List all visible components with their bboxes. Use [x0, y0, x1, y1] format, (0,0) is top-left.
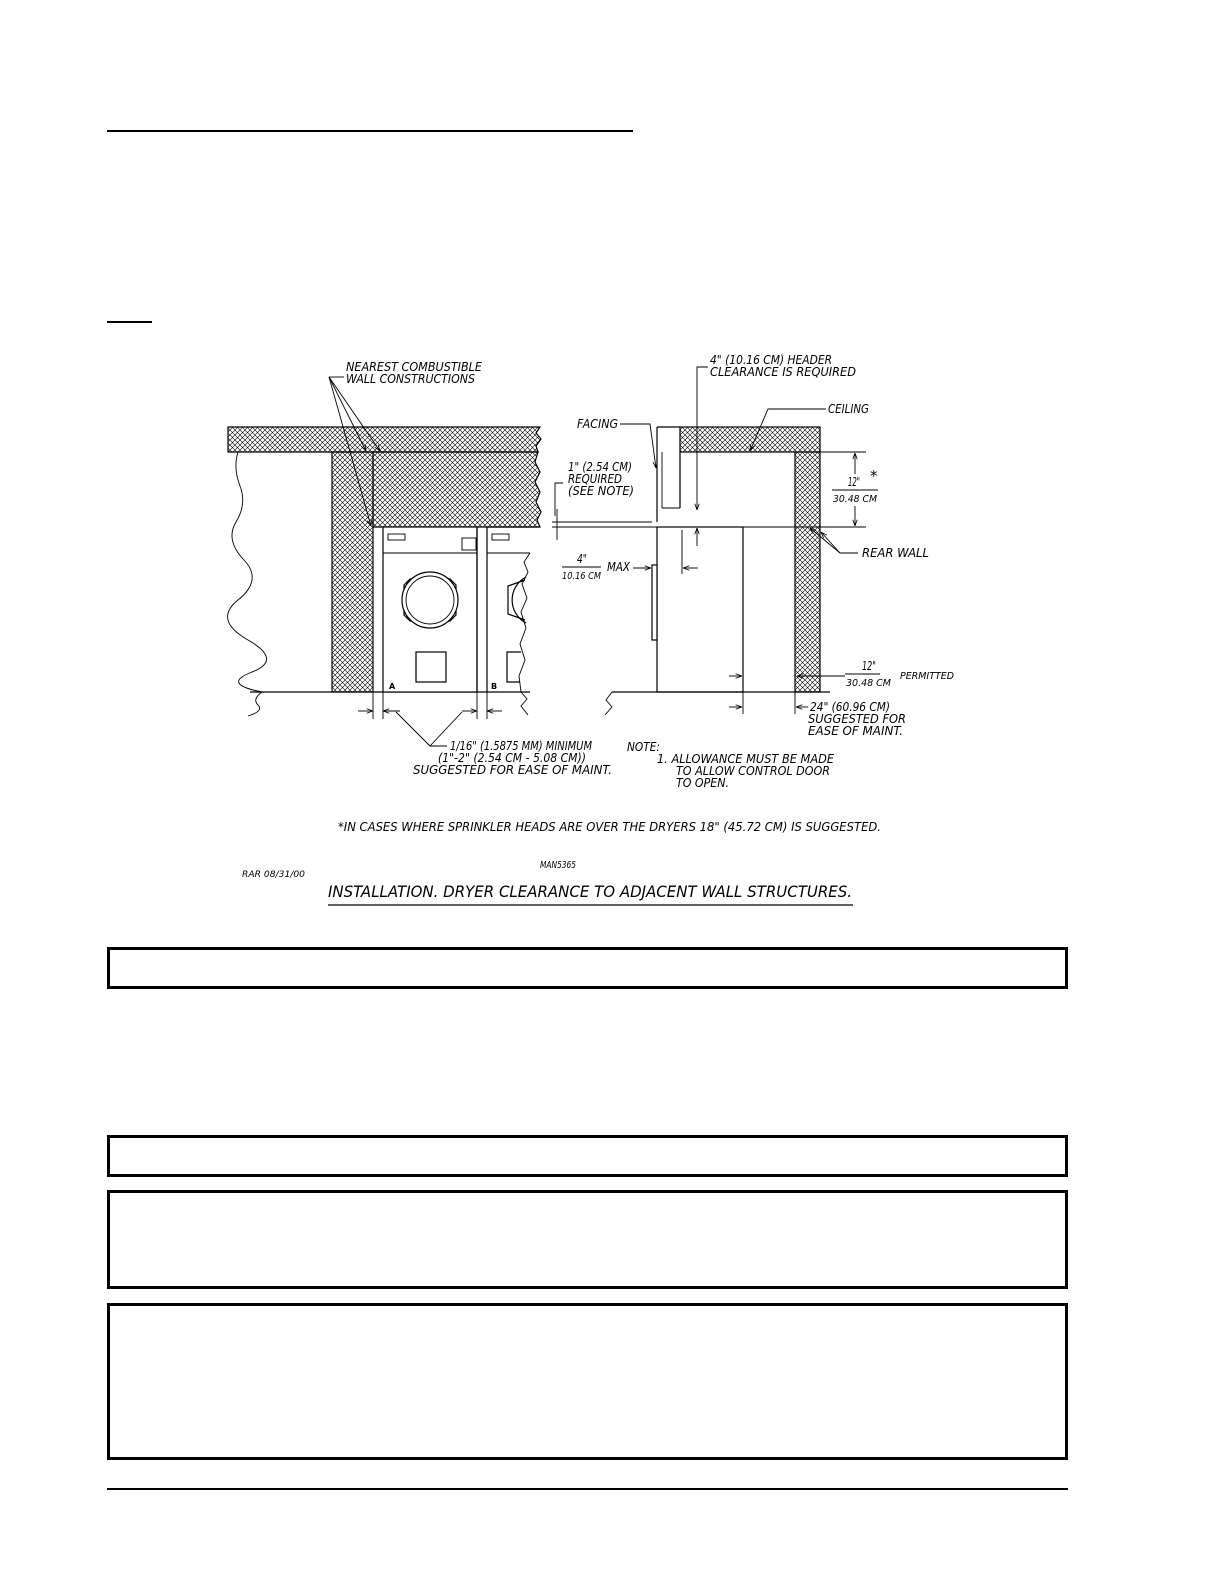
drawing-title: INSTALLATION. DRYER CLEARANCE TO ADJACENT WALL STRUCTURES.: [328, 882, 852, 901]
facing-label: FACING: [577, 417, 618, 431]
rear-suggested-line1: 24" (60.96 CM): [810, 700, 890, 714]
side-floor-break: [605, 692, 612, 715]
top-clearance-mark: *: [870, 467, 878, 485]
side-gap-line2: (1"-2" (2.54 CM - 5.08 CM)): [438, 751, 586, 765]
side-gap-line1: 1/16" (1.5875 MM) MINIMUM: [450, 739, 593, 753]
sprinkler-footnote: *IN CASES WHERE SPRINKLER HEADS ARE OVER THE DRYERS 18" (45.72 CM) IS SUGGESTED.: [338, 820, 881, 834]
ceiling-label: CEILING: [828, 402, 869, 416]
note-heading: NOTE:: [627, 740, 660, 754]
side-view: [552, 353, 954, 738]
dryer-a-label: A: [389, 682, 396, 691]
rear-suggested-line2: SUGGESTED FOR: [808, 712, 906, 726]
dryer-a: [383, 527, 477, 692]
front-header-hatch: [373, 452, 541, 527]
front-view: [228, 360, 612, 777]
facing-gap-line3: (SEE NOTE): [568, 484, 634, 498]
control-door: [652, 565, 657, 640]
rear-wall-hatch: [795, 452, 820, 692]
dryer-b-label: B: [491, 682, 498, 691]
note-line1: 1. ALLOWANCE MUST BE MADE: [657, 752, 835, 766]
rear-permitted-in: 12": [862, 659, 876, 673]
top-clearance-cm: 30.48 CM: [833, 494, 878, 505]
header-clearance-line1: 4" (10.16 CM) HEADER: [710, 353, 832, 367]
front-ceiling-hatch: [228, 427, 541, 452]
left-break-line: [228, 452, 267, 692]
header-clearance-dimension: [697, 367, 708, 546]
side-ceiling-hatch: [680, 427, 820, 452]
wall-label-line1: NEAREST COMBUSTIBLE: [346, 360, 483, 374]
facing-gap-line1: 1" (2.54 CM): [568, 460, 632, 474]
drawing-number: MAN5365: [540, 860, 576, 871]
note-line2: TO ALLOW CONTROL DOOR: [676, 764, 830, 778]
rear-permitted-cm: 30.48 CM: [846, 678, 892, 689]
top-clearance-in: 12": [848, 475, 860, 489]
drawing-note: [627, 740, 834, 790]
rear-permitted-label: PERMITTED: [900, 671, 955, 682]
side-gap-line3: SUGGESTED FOR EASE OF MAINT.: [413, 763, 612, 777]
dryer-b-display: [492, 534, 509, 540]
note-line3: TO OPEN.: [676, 776, 729, 790]
left-floor-break: [248, 692, 262, 716]
front-max-label: MAX: [607, 560, 631, 574]
wall-label-line2: WALL CONSTRUCTIONS: [346, 372, 476, 386]
facing: [657, 427, 680, 522]
front-max-cm: 10.16 CM: [562, 571, 602, 582]
dryer-a-door: [402, 572, 458, 628]
front-max-in: 4": [577, 552, 587, 566]
drafter-date: RAR 08/31/00: [242, 870, 306, 880]
right-floor-break: [521, 692, 528, 715]
dryer-side-body: [657, 527, 743, 692]
combustible-side-wall: [332, 452, 373, 692]
rear-wall-label: REAR WALL: [862, 546, 929, 560]
rear-suggested-dimension: [729, 692, 808, 714]
header-clearance-line2: CLEARANCE IS REQUIRED: [710, 365, 856, 379]
rear-suggested-line3: EASE OF MAINT.: [808, 724, 903, 738]
side-gap-dimension: [358, 692, 502, 746]
facing-gap-line2: REQUIRED: [568, 472, 622, 486]
dryer-b: [487, 527, 538, 692]
